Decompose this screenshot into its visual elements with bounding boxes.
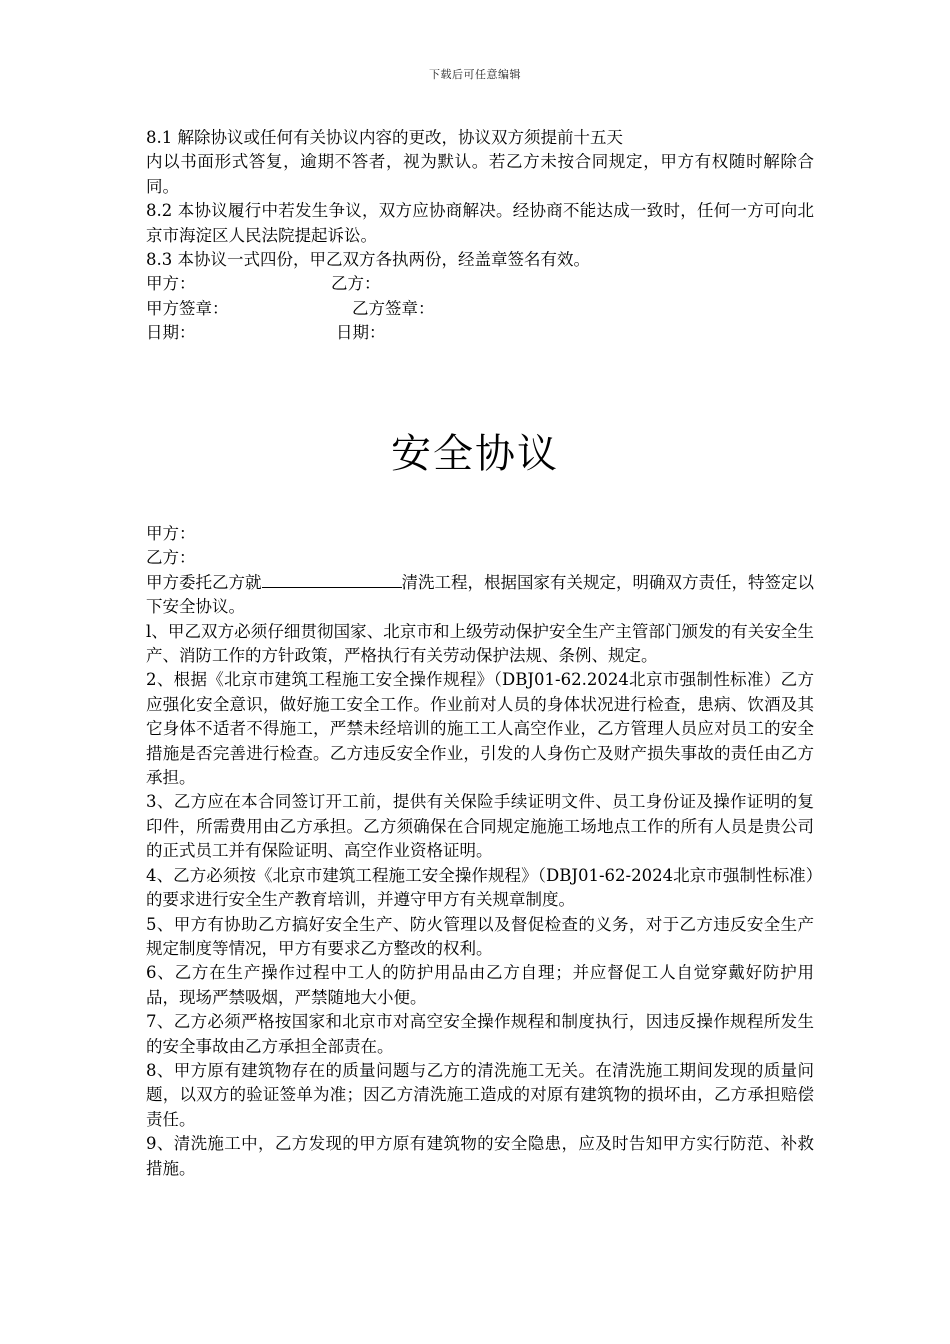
clause-8-1-first-line: 8.1 解除协议或任何有关协议内容的更改，协议双方须提前十五天 <box>146 128 623 147</box>
clause-4: 4、乙方必须按《北京市建筑工程施工安全操作规程》（DBJ01-62-2024北京市强制性标准）的要求进行安全生产教育培训，并遵守甲方有关规章制度。 <box>146 865 814 910</box>
signature-row-date <box>146 321 814 345</box>
clause-7: 7、乙方必须严格按国家和北京市对高空安全操作规程和制度执行，因违反操作规程所发生的安全事故由乙方承担全部责在。 <box>146 1012 814 1056</box>
clause-5: 5、甲方有协助乙方搞好安全生产、防火管理以及督促检查的义务，对于乙方违反安全生产规定制度等情况，甲方有要求乙方整改的权利。 <box>146 914 814 958</box>
party-a-date-label: 日期： <box>146 323 196 343</box>
clause-8: 8、甲方原有建筑物存在的质量问题与乙方的清洗施工无关。在清洗施工期间发现的质量问题，以双方的验证签单为准；因乙方清洗施工造成的对原有建筑物的损坏由，乙方承担赔偿责任。 <box>146 1060 814 1129</box>
clause-9: 9、清洗施工中，乙方发现的甲方原有建筑物的安全隐患，应及时告知甲方实行防范、补救措施。 <box>146 1134 814 1178</box>
clause-6: 6、乙方在生产操作过程中工人的防护用品由乙方自理；并应督促工人自觉穿戴好防护用品，现场严禁吸烟，严禁随地大小便。 <box>146 963 814 1007</box>
clause-2: 2、根据《北京市建筑工程施工安全操作规程》（DBJ01-62.2024北京市强制性标准）乙方应强化安全意识，做好施工安全工作。作业前对人员的身体状况进行检查，患病、饮酒及其它身体不适者不得施工，严禁未经培训的施工工人高空作业，乙方管理人员应对员工的安全措施是否完善进行检查。乙方违反安全作业，引发的人身伤亡及财产损失事故的责任由乙方承担。 <box>146 670 814 788</box>
intro-pre: 甲方委托乙方就 <box>146 572 262 592</box>
party-a-line: 甲方： <box>146 524 196 543</box>
party-b-date-label: 日期： <box>336 323 386 343</box>
safety-agreement-body <box>146 522 814 1181</box>
party-b-line: 乙方： <box>146 548 196 568</box>
document-title: 安全协议 <box>391 431 559 477</box>
party-b-seal-label: 乙方签章： <box>352 298 435 318</box>
previous-contract-ending <box>146 126 814 346</box>
party-a-label: 甲方： <box>146 274 196 294</box>
signature-row-party <box>146 272 814 296</box>
clause-1: l、甲乙双方必须仔细贯彻国家、北京市和上级劳动保护安全生产主管部门颁发的有关安全生产、消防工作的方针政策，严格执行有关劳动保护法规、条例、规定。 <box>146 621 814 666</box>
clause-3: 3、乙方应在本合同签订开工前，提供有关保险手续证明文件、员工身份证及操作证明的复印件，所需费用由乙方承担。乙方须确保在合同规定施施工场地点工作的所有人员是贵公司的正式员工并有保险证明、高空作业资格证明。 <box>146 792 814 861</box>
party-b-label: 乙方： <box>331 274 381 294</box>
clause-8-3: 8.3 本协议一式四份，甲乙双方各执两份，经盖章签名有效。 <box>146 250 590 270</box>
intro-paragraph <box>146 571 814 620</box>
header-note: 下载后可任意编辑 <box>429 68 521 81</box>
party-a-seal-label: 甲方签章： <box>146 298 229 318</box>
clause-8-1-rest: 内以书面形式答复，逾期不答者，视为默认。若乙方未按合同规定，甲方有权随时解除合同。 <box>146 152 814 196</box>
signature-row-seal <box>146 297 814 321</box>
project-name-blank <box>262 573 402 588</box>
clause-8-2: 8.2 本协议履行中若发生争议，双方应协商解决。经协商不能达成一致时，任何一方可向北京市海淀区人民法院提起诉讼。 <box>146 201 814 245</box>
intro-post: 清洗工程，根据国家有关规定，明确双方责任，特签定以下安全协议。 <box>146 572 814 617</box>
